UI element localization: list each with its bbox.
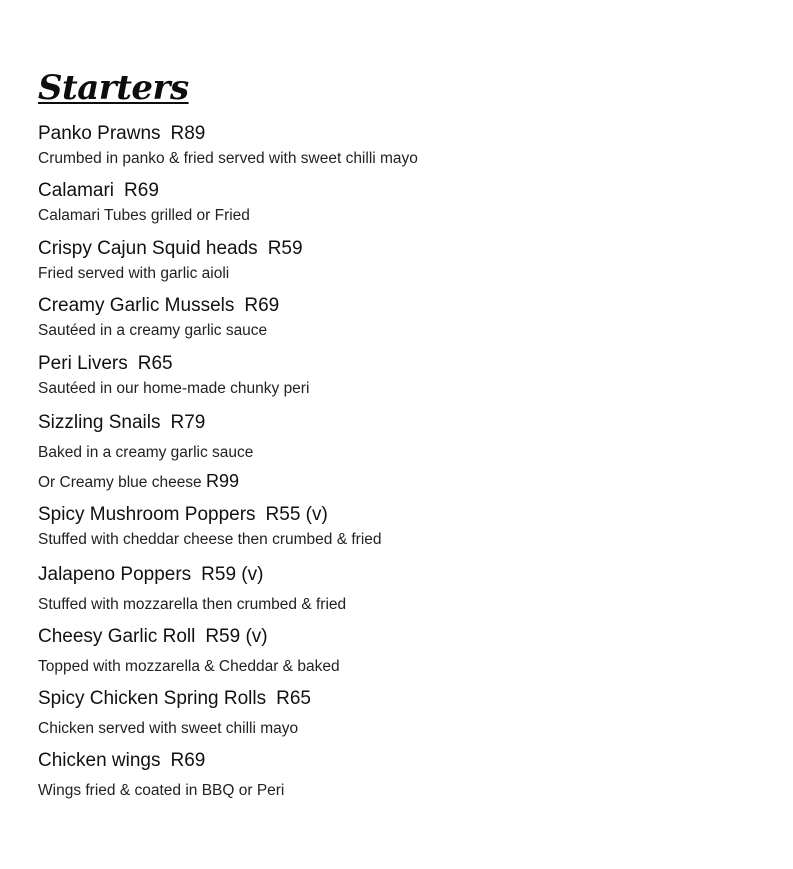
item-price: R79 [170,412,206,433]
item-name: Chicken wings [38,750,161,771]
item-heading [38,351,309,377]
item-heading [38,410,253,436]
item-price: R69 [124,180,159,201]
item-alt-price: R99 [206,471,240,491]
menu-item-chicken-wings [38,748,284,802]
menu-item-calamari [38,178,250,227]
item-name: Creamy Garlic Mussels [38,295,235,316]
item-price: R59 (v) [201,564,264,585]
menu-item-jalapeno-poppers [38,562,346,616]
menu-item-spicy-mushroom-poppers [38,502,382,551]
menu-item-peri-livers [38,351,309,400]
item-description: Stuffed with mozzarella then crumbed & fried [38,596,347,613]
item-price: R65 [137,353,173,374]
item-price: R59 [267,238,303,259]
item-description: Sautéed in our home-made chunky peri [38,380,310,397]
menu-item-panko-prawns [38,121,418,170]
item-name: Jalapeno Poppers [38,564,192,585]
menu-item-crispy-cajun-squid-heads [38,236,303,285]
item-name: Spicy Chicken Spring Rolls [38,688,267,709]
item-description: Stuffed with cheddar cheese then crumbed & fried [38,531,382,548]
item-heading [38,121,418,147]
item-heading [38,236,303,262]
item-heading [38,178,250,204]
item-price: R89 [170,123,206,144]
item-heading [38,624,340,650]
item-description: Topped with mozzarella & Cheddar & baked [38,658,340,675]
item-description: Wings fried & coated in BBQ or Peri [38,782,285,799]
item-description: Calamari Tubes grilled or Fried [38,207,250,224]
item-description: Sautéed in a creamy garlic sauce [38,322,268,339]
item-name: Calamari [38,180,115,201]
item-description: Crumbed in panko & fried served with sweet chilli mayo [38,150,418,167]
item-price: R69 [244,295,280,316]
item-price: R55 (v) [265,504,328,525]
menu-title: Starters [38,68,189,108]
item-name: Crispy Cajun Squid heads [38,238,258,259]
item-name: Cheesy Garlic Roll [38,626,196,647]
item-alt-description: Or Creamy blue cheese [38,474,202,491]
item-heading [38,748,284,774]
item-heading [38,562,346,588]
menu-item-sizzling-snails [38,410,253,494]
item-description: Fried served with garlic aioli [38,265,230,282]
item-heading [38,502,382,528]
item-name: Peri Livers [38,353,128,374]
item-name: Spicy Mushroom Poppers [38,504,256,525]
menu-item-cheesy-garlic-roll [38,624,340,678]
item-name: Sizzling Snails [38,412,161,433]
item-alt-option [38,470,253,494]
item-price: R65 [276,688,311,709]
menu-item-creamy-garlic-mussels [38,293,279,342]
item-description: Baked in a creamy garlic sauce [38,444,254,461]
menu-item-spicy-chicken-spring-rolls [38,686,311,740]
item-price: R69 [170,750,206,771]
item-description: Chicken served with sweet chilli mayo [38,720,299,737]
item-heading [38,686,311,712]
item-heading [38,293,279,319]
item-name: Panko Prawns [38,123,161,144]
item-price: R59 (v) [205,626,268,647]
